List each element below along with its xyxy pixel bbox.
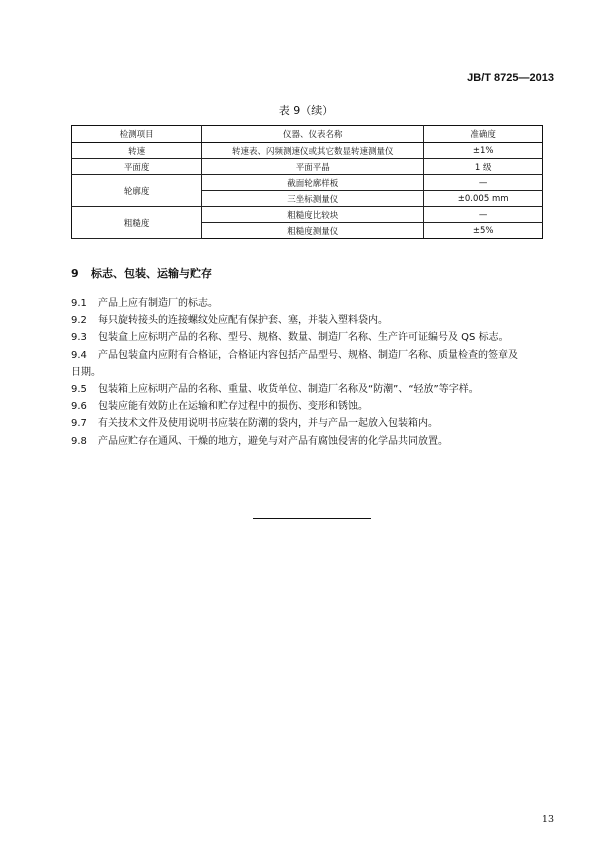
table-cell-accuracy: ±1%: [424, 143, 543, 159]
table-row: [72, 207, 543, 223]
clause-text: 产品包装盒内应附有合格证，合格证内容包括产品型号、规格、制造厂名称、质量检查的签章及: [98, 349, 518, 361]
clause-number: 9.4: [71, 349, 87, 361]
table-caption: 表 9（续）: [278, 104, 334, 117]
table-cell-instrument: 三坐标测量仪: [202, 191, 424, 207]
table-cell-instrument: 粗糙度比较块: [202, 207, 424, 223]
table-cell-accuracy: ±5%: [424, 223, 543, 239]
table-row: [72, 175, 543, 191]
table-header-row: [72, 126, 543, 143]
clause-item: [71, 295, 555, 312]
end-of-document-rule: [253, 518, 371, 519]
clause-text: 产品应贮存在通风、干燥的地方，避免与对产品有腐蚀侵害的化学品共同放置。: [98, 435, 448, 447]
clause-item: [71, 398, 555, 415]
standard-code: JB/T 8725—2013: [467, 72, 554, 84]
table-header-cell: 仪器、仪表名称: [202, 126, 424, 143]
section-title: 标志、包装、运输与贮存: [91, 267, 212, 280]
table-cell-accuracy: —: [424, 207, 543, 223]
clause-number: 9.3: [71, 332, 87, 344]
clause-number: 9.5: [71, 384, 87, 396]
clause-text-continued: 日期。: [71, 366, 101, 378]
table-cell-item: 轮廓度: [72, 175, 202, 207]
clause-text: 包装盒上应标明产品的名称、型号、规格、数量、制造厂名称、生产许可证编号及 QS 标志。: [98, 332, 509, 344]
clause-item: [71, 329, 555, 346]
table-cell-instrument: 转速表、闪频测速仪或其它数显转速测量仪: [202, 143, 424, 159]
clause-number: 9.6: [71, 401, 87, 413]
clause-item: [71, 415, 555, 432]
clause-number: 9.1: [71, 298, 87, 309]
table-cell-item: 平面度: [72, 159, 202, 175]
table-cell-item: 转速: [72, 143, 202, 159]
clause-continuation: [71, 364, 555, 381]
clause-text: 产品上应有制造厂的标志。: [98, 298, 218, 309]
table-cell-instrument: 粗糙度测量仪: [202, 223, 424, 239]
clause-text: 包装箱上应标明产品的名称、重量、收货单位、制造厂名称及“防潮”、“轻放”等字样。: [98, 384, 479, 396]
page-number: 13: [541, 814, 554, 825]
table-cell-accuracy: —: [424, 175, 543, 191]
spec-table: [71, 125, 543, 239]
clause-text: 有关技术文件及使用说明书应装在防潮的袋内，并与产品一起放入包装箱内。: [98, 418, 438, 430]
clause-number: 9.7: [71, 418, 87, 430]
clause-number: 9.2: [71, 315, 87, 327]
clause-item: [71, 381, 555, 398]
table-row: [72, 159, 543, 175]
clause-number: 9.8: [71, 435, 87, 447]
section-heading: [71, 265, 212, 281]
clause-item: [71, 347, 555, 364]
table-header-cell: 检测项目: [72, 126, 202, 143]
clause-item: [71, 312, 555, 329]
table-cell-instrument: 截面轮廓样板: [202, 175, 424, 191]
table-row: [72, 143, 543, 159]
clause-text: 每只旋转接头的连接螺纹处应配有保护套、塞，并装入塑料袋内。: [98, 315, 388, 327]
table-header-cell: 准确度: [424, 126, 543, 143]
table-cell-accuracy: 1 级: [424, 159, 543, 175]
section-number: 9: [71, 267, 79, 280]
clause-text: 包装应能有效防止在运输和贮存过程中的损伤、变形和锈蚀。: [98, 401, 368, 413]
clause-item: [71, 433, 555, 450]
table-cell-item: 粗糙度: [72, 207, 202, 239]
clause-list: [71, 295, 555, 450]
table-cell-instrument: 平面平晶: [202, 159, 424, 175]
table-cell-accuracy: ±0.005 mm: [424, 191, 543, 207]
